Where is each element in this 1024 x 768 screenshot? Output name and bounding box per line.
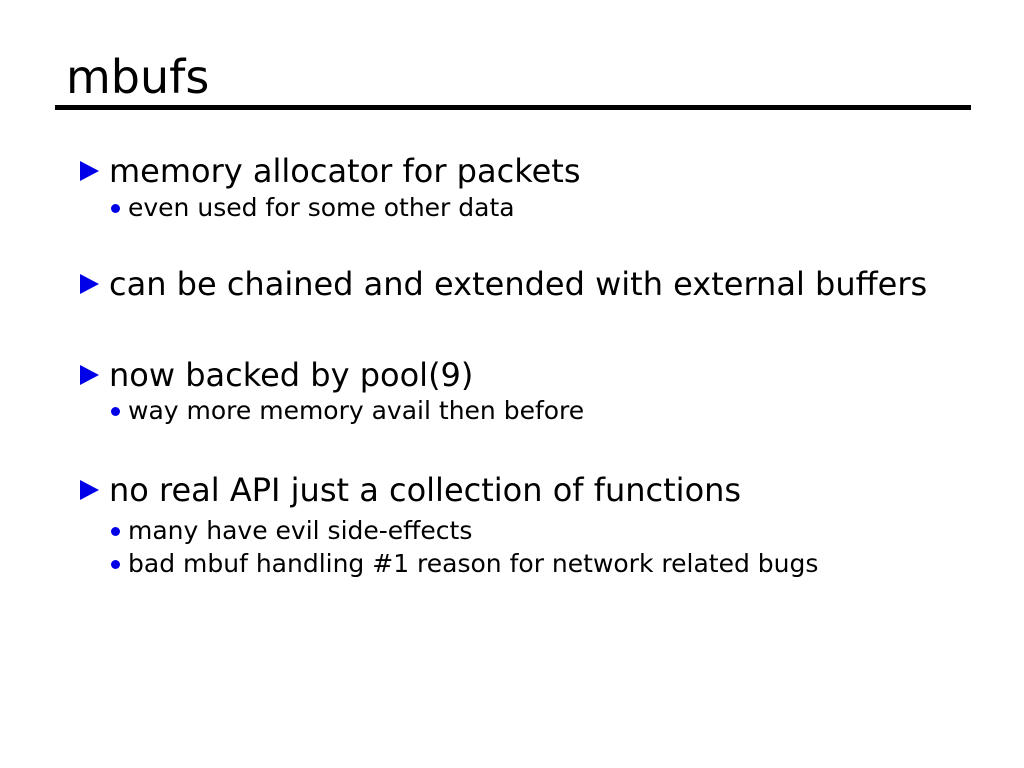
sub-bullet-text: many have evil side-effects <box>128 515 473 545</box>
sub-bullet-item <box>111 516 472 546</box>
bullet-text: now backed by pool(9) <box>109 355 474 394</box>
title-underline-rule <box>55 105 971 110</box>
bullet-item <box>80 471 741 509</box>
dot-bullet-icon <box>111 407 120 416</box>
dot-bullet-icon <box>111 560 120 569</box>
sub-bullet-text: even used for some other data <box>128 192 515 222</box>
bullet-text: no real API just a collection of functions <box>109 470 742 509</box>
bullet-text: memory allocator for packets <box>109 151 581 190</box>
slide-title: mbufs <box>66 50 210 104</box>
sub-bullet-item <box>111 193 515 223</box>
triangle-bullet-icon <box>80 161 99 181</box>
dot-bullet-icon <box>111 527 120 536</box>
sub-bullet-text: way more memory avail then before <box>128 395 585 425</box>
sub-bullet-item <box>111 549 818 579</box>
bullet-text: can be chained and extended with external buffers <box>109 264 928 303</box>
bullet-item <box>80 152 580 190</box>
dot-bullet-icon <box>111 204 120 213</box>
triangle-bullet-icon <box>80 480 99 500</box>
bullet-item <box>80 356 473 394</box>
triangle-bullet-icon <box>80 274 99 294</box>
sub-bullet-text: bad mbuf handling #1 reason for network related bugs <box>128 548 819 578</box>
bullet-item <box>80 265 927 303</box>
sub-bullet-item <box>111 396 584 426</box>
triangle-bullet-icon <box>80 365 99 385</box>
